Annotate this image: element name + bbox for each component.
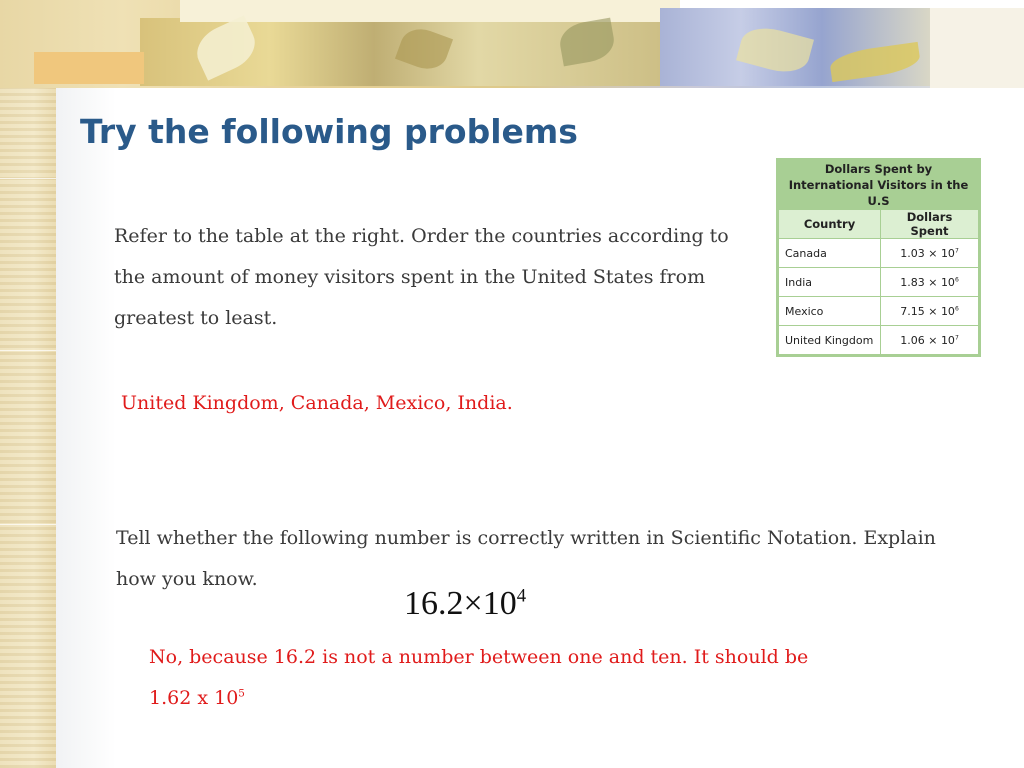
table-row	[779, 239, 979, 268]
table-row	[779, 326, 979, 355]
problem2-prompt: Tell whether the following number is correctly written in Scientific Notation. Explain how you know.	[116, 527, 936, 590]
expression-exponent: 4	[516, 585, 527, 607]
table-row	[779, 268, 979, 297]
table-cell-value	[881, 268, 979, 297]
problem1-prompt: Refer to the table at the right. Order the countries according to the amount of money visitors spent in the United States from greatest to least.	[114, 225, 729, 329]
table-caption: Dollars Spent by International Visitors in the U.S	[779, 161, 979, 210]
table-cell-value	[881, 326, 979, 355]
problem2-answer-text: No, because 16.2 is not a number between one and ten. It should be	[149, 646, 809, 668]
banner-white-band	[680, 0, 1024, 8]
value-exponent: 6	[954, 304, 959, 312]
expression-base: 10	[482, 585, 517, 622]
dollars-spent-table	[778, 160, 979, 355]
strip-seam	[0, 524, 56, 525]
expression-coefficient: 16.2	[404, 585, 464, 622]
value-coefficient: 1.06	[900, 333, 925, 347]
value-base: 10	[940, 246, 955, 260]
value-times: ×	[928, 304, 938, 318]
value-exponent: 7	[954, 246, 959, 254]
value-coefficient: 7.15	[900, 304, 925, 318]
expression-times: ×	[463, 585, 483, 622]
problem2-answer	[149, 637, 909, 719]
value-times: ×	[928, 246, 938, 260]
table-cell-country: Canada	[779, 239, 881, 268]
top-decorative-banner	[0, 0, 1024, 88]
problem2-answer-exponent: 5	[238, 687, 245, 700]
value-exponent: 6	[954, 275, 959, 283]
problem1-answer-text: United Kingdom, Canada, Mexico, India	[121, 392, 507, 414]
value-base: 10	[940, 275, 955, 289]
strip-seam	[0, 350, 56, 351]
left-parchment-strip	[0, 0, 56, 768]
value-base: 10	[940, 304, 955, 318]
table-cell-value	[881, 239, 979, 268]
problem1-answer	[121, 392, 513, 414]
problem1-answer-period: .	[506, 392, 513, 414]
table-row	[779, 297, 979, 326]
strip-seam	[0, 178, 56, 179]
value-times: ×	[928, 275, 938, 289]
value-coefficient: 1.83	[900, 275, 925, 289]
value-coefficient: 1.03	[900, 246, 925, 260]
value-exponent: 7	[954, 333, 959, 341]
table-cell-value	[881, 297, 979, 326]
problem2-answer-value: 1.62 x 10	[149, 687, 239, 709]
scientific-notation-expression	[404, 585, 526, 623]
table-header-country: Country	[779, 210, 881, 239]
table-cell-country: India	[779, 268, 881, 297]
table-header-dollars: Dollars Spent	[881, 210, 979, 239]
value-times: ×	[928, 333, 938, 347]
table-cell-country: United Kingdom	[779, 326, 881, 355]
banner-corner	[930, 8, 1024, 88]
slide-title: Try the following problems	[80, 112, 578, 151]
banner-orange-block	[34, 52, 144, 84]
value-base: 10	[940, 333, 955, 347]
table-cell-country: Mexico	[779, 297, 881, 326]
